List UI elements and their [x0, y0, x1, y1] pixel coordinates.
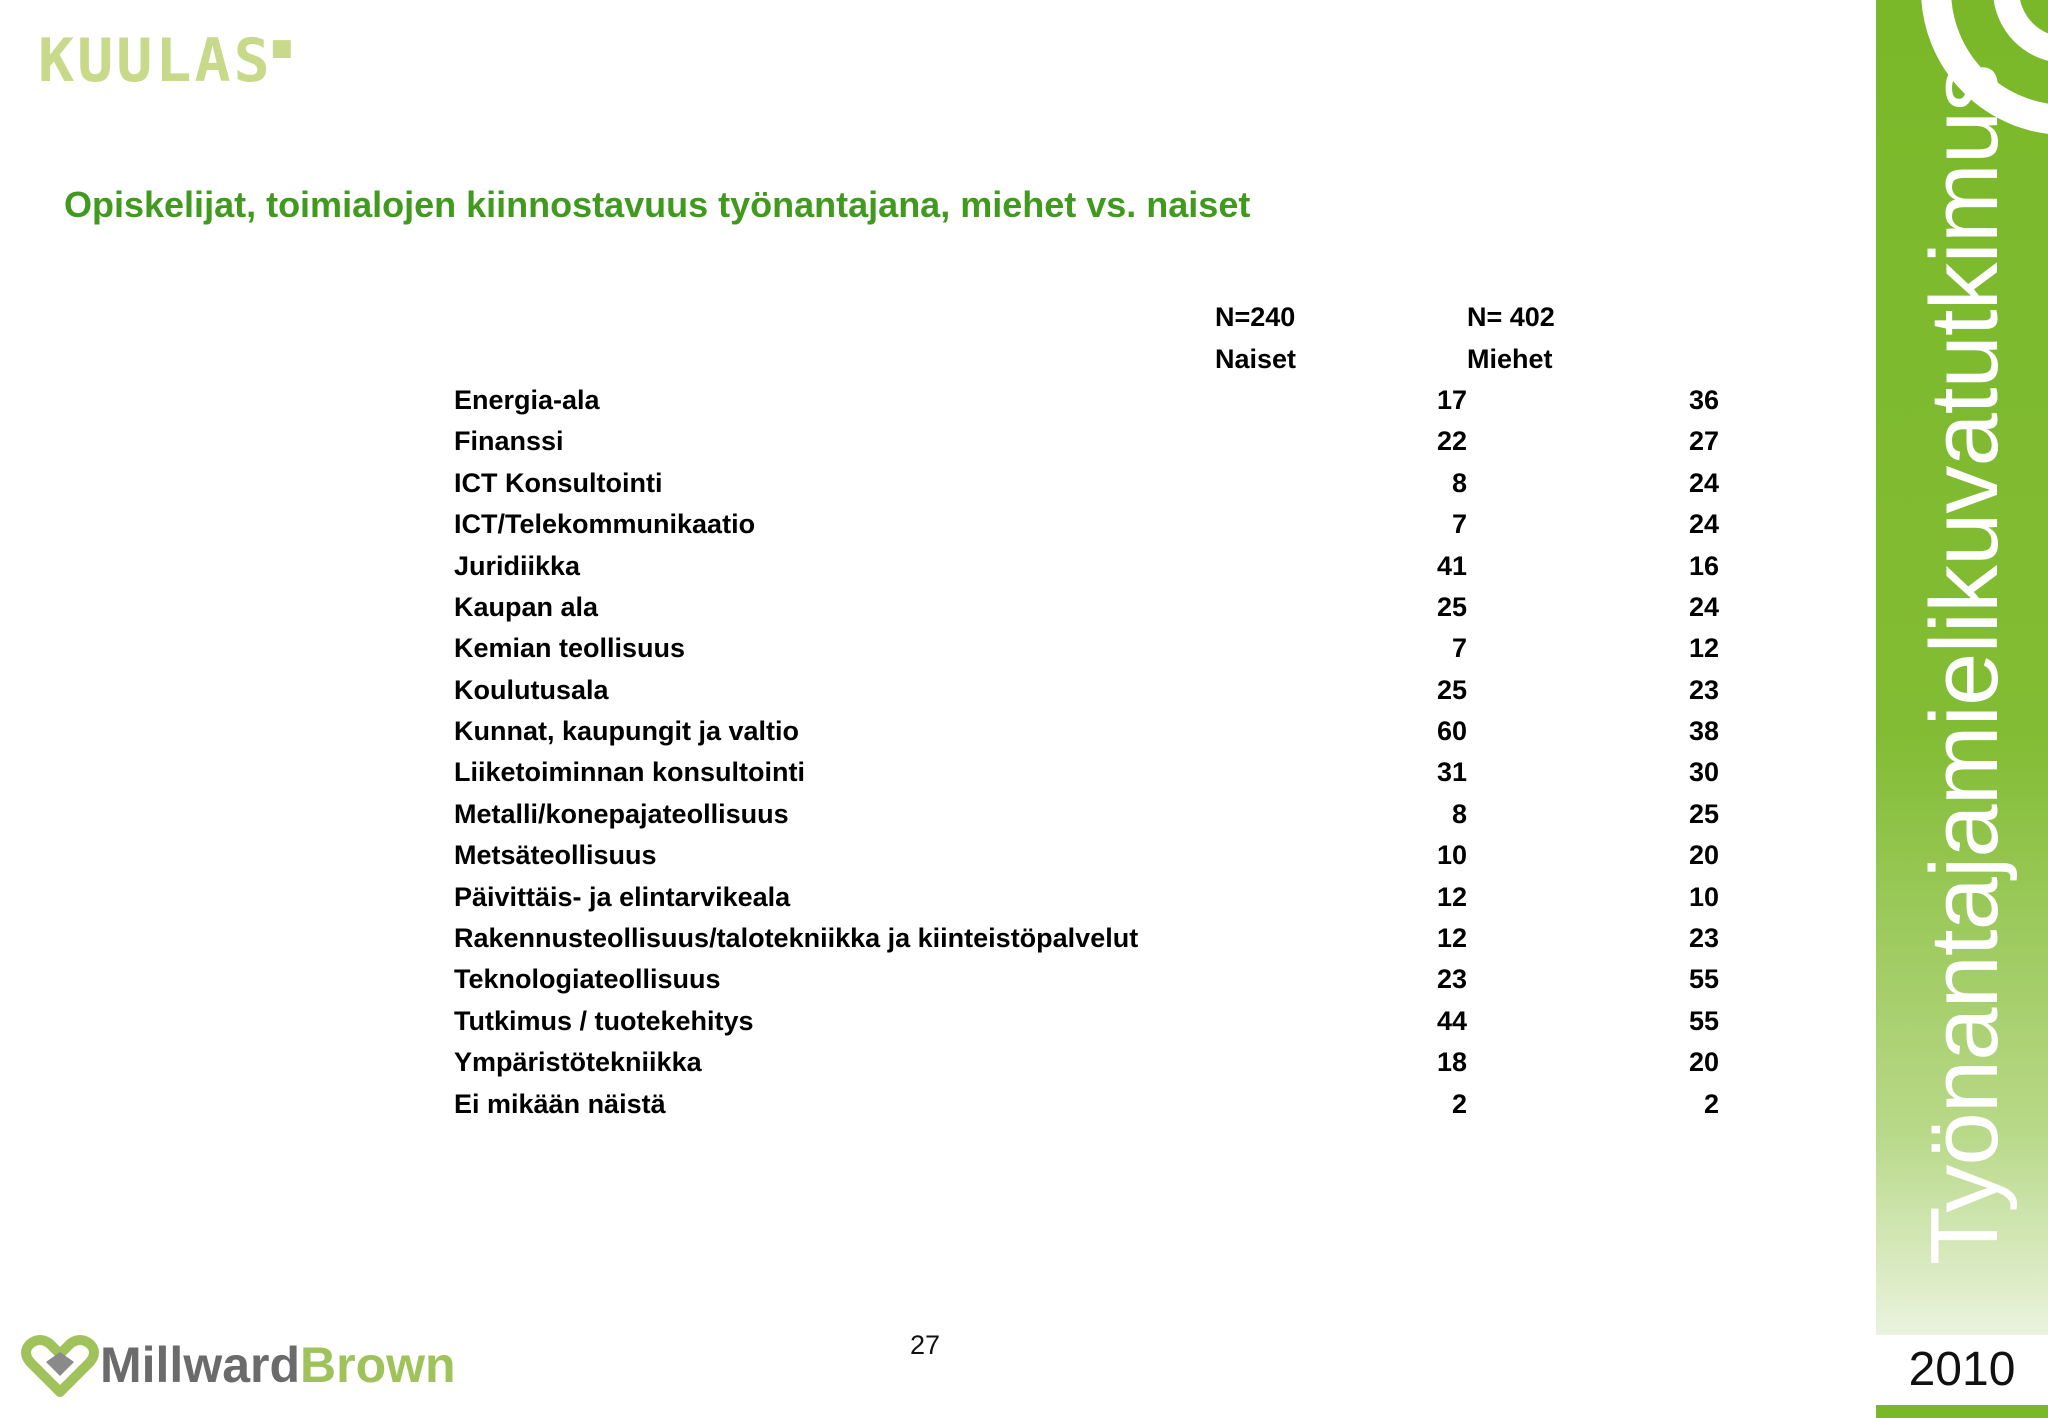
value-men: 16	[1688, 550, 1719, 581]
value-men: 27	[1688, 426, 1719, 457]
table-row	[454, 835, 1719, 876]
table-row	[454, 463, 1719, 504]
value-women: 23	[1436, 964, 1467, 995]
kuulas-logo	[38, 26, 294, 96]
table-header-n-row	[454, 297, 1719, 338]
row-label: ICT/Telekommunikaatio	[454, 509, 756, 540]
value-men: 23	[1688, 923, 1719, 954]
value-women: 18	[1436, 1047, 1467, 1078]
kuulas-logo-mark: ■	[272, 30, 294, 65]
table-row	[454, 1083, 1719, 1124]
value-women: 41	[1436, 550, 1467, 581]
value-women: 8	[1451, 798, 1467, 829]
kuulas-logo-text: KUULAS	[38, 26, 273, 96]
row-label: Teknologiateollisuus	[454, 964, 721, 995]
value-men: 12	[1688, 633, 1719, 664]
value-men: 20	[1688, 1047, 1719, 1078]
table-row	[454, 380, 1719, 421]
row-label: Kaupan ala	[454, 591, 599, 622]
value-men: 25	[1688, 798, 1719, 829]
value-men: 10	[1688, 881, 1719, 912]
table-row	[454, 918, 1719, 959]
header-women: Naiset	[1215, 343, 1297, 374]
table-row	[454, 545, 1719, 586]
row-label: Metsäteollisuus	[454, 840, 657, 871]
table-row	[454, 628, 1719, 669]
heart-inner-icon	[46, 1352, 74, 1376]
millwardbrown-logo-part1: Millward	[100, 1337, 301, 1393]
value-women: 7	[1451, 633, 1467, 664]
value-men: 24	[1688, 591, 1719, 622]
industry-interest-table	[454, 297, 1719, 1125]
value-women: 2	[1451, 1088, 1467, 1119]
value-women: 22	[1436, 426, 1467, 457]
table-row	[454, 1042, 1719, 1083]
value-women: 60	[1436, 716, 1467, 747]
header-n-men: N= 402	[1467, 302, 1555, 333]
row-label: Tutkimus / tuotekehitys	[454, 1005, 754, 1036]
value-men: 55	[1688, 1005, 1719, 1036]
header-n-women: N=240	[1215, 302, 1296, 333]
table-row	[454, 504, 1719, 545]
row-label: Rakennusteollisuus/talotekniikka ja kiinteistöpalvelut	[454, 923, 1139, 954]
value-men: 36	[1688, 384, 1719, 415]
table-row	[454, 959, 1719, 1000]
value-men: 20	[1688, 840, 1719, 871]
row-label: Päivittäis- ja elintarvikeala	[454, 881, 791, 912]
table-row	[454, 421, 1719, 462]
table-row	[454, 587, 1719, 628]
row-label: Ei mikään näistä	[454, 1088, 666, 1119]
row-label: Juridiikka	[454, 550, 581, 581]
value-women: 25	[1436, 591, 1467, 622]
side-panel-title: Työnantajamielikuvatutkimus	[1911, 64, 2018, 1265]
row-label: Kunnat, kaupungit ja valtio	[454, 716, 800, 747]
table-header-gender-row	[454, 338, 1719, 379]
row-label: Finanssi	[454, 426, 564, 457]
header-men: Miehet	[1467, 343, 1553, 374]
value-women: 25	[1436, 674, 1467, 705]
millwardbrown-logo-part2: Brown	[300, 1337, 456, 1393]
table-row	[454, 670, 1719, 711]
value-women: 12	[1436, 881, 1467, 912]
value-men: 38	[1688, 716, 1719, 747]
value-men: 24	[1688, 467, 1719, 498]
value-women: 7	[1451, 509, 1467, 540]
value-women: 17	[1436, 384, 1467, 415]
row-label: Energia-ala	[454, 384, 600, 415]
header-empty-cell	[454, 297, 1215, 338]
value-women: 8	[1451, 467, 1467, 498]
slide-title: Opiskelijat, toimialojen kiinnostavuus työnantajana, miehet vs. naiset	[64, 184, 1251, 225]
value-men: 55	[1688, 964, 1719, 995]
table-row	[454, 711, 1719, 752]
row-label: Liiketoiminnan konsultointi	[454, 757, 805, 788]
page-number: 27	[909, 1330, 941, 1360]
value-women: 12	[1436, 923, 1467, 954]
value-men: 2	[1703, 1088, 1719, 1119]
value-men: 23	[1688, 674, 1719, 705]
table-row	[454, 876, 1719, 917]
table-row	[454, 1001, 1719, 1042]
value-men: 24	[1688, 509, 1719, 540]
value-women: 31	[1436, 757, 1467, 788]
row-label: Koulutusala	[454, 674, 609, 705]
header-empty-cell	[454, 338, 1215, 379]
year-bar	[1876, 1405, 2048, 1418]
row-label: Kemian teollisuus	[454, 633, 686, 664]
value-women: 10	[1436, 840, 1467, 871]
value-women: 44	[1436, 1005, 1467, 1036]
year-label: 2010	[1876, 1335, 2048, 1405]
table-row	[454, 794, 1719, 835]
millwardbrown-logo-text	[100, 1336, 456, 1394]
row-label: ICT Konsultointi	[454, 467, 663, 498]
row-label: Metalli/konepajateollisuus	[454, 798, 789, 829]
row-label: Ympäristötekniikka	[454, 1047, 702, 1078]
table-row	[454, 752, 1719, 793]
value-men: 30	[1688, 757, 1719, 788]
